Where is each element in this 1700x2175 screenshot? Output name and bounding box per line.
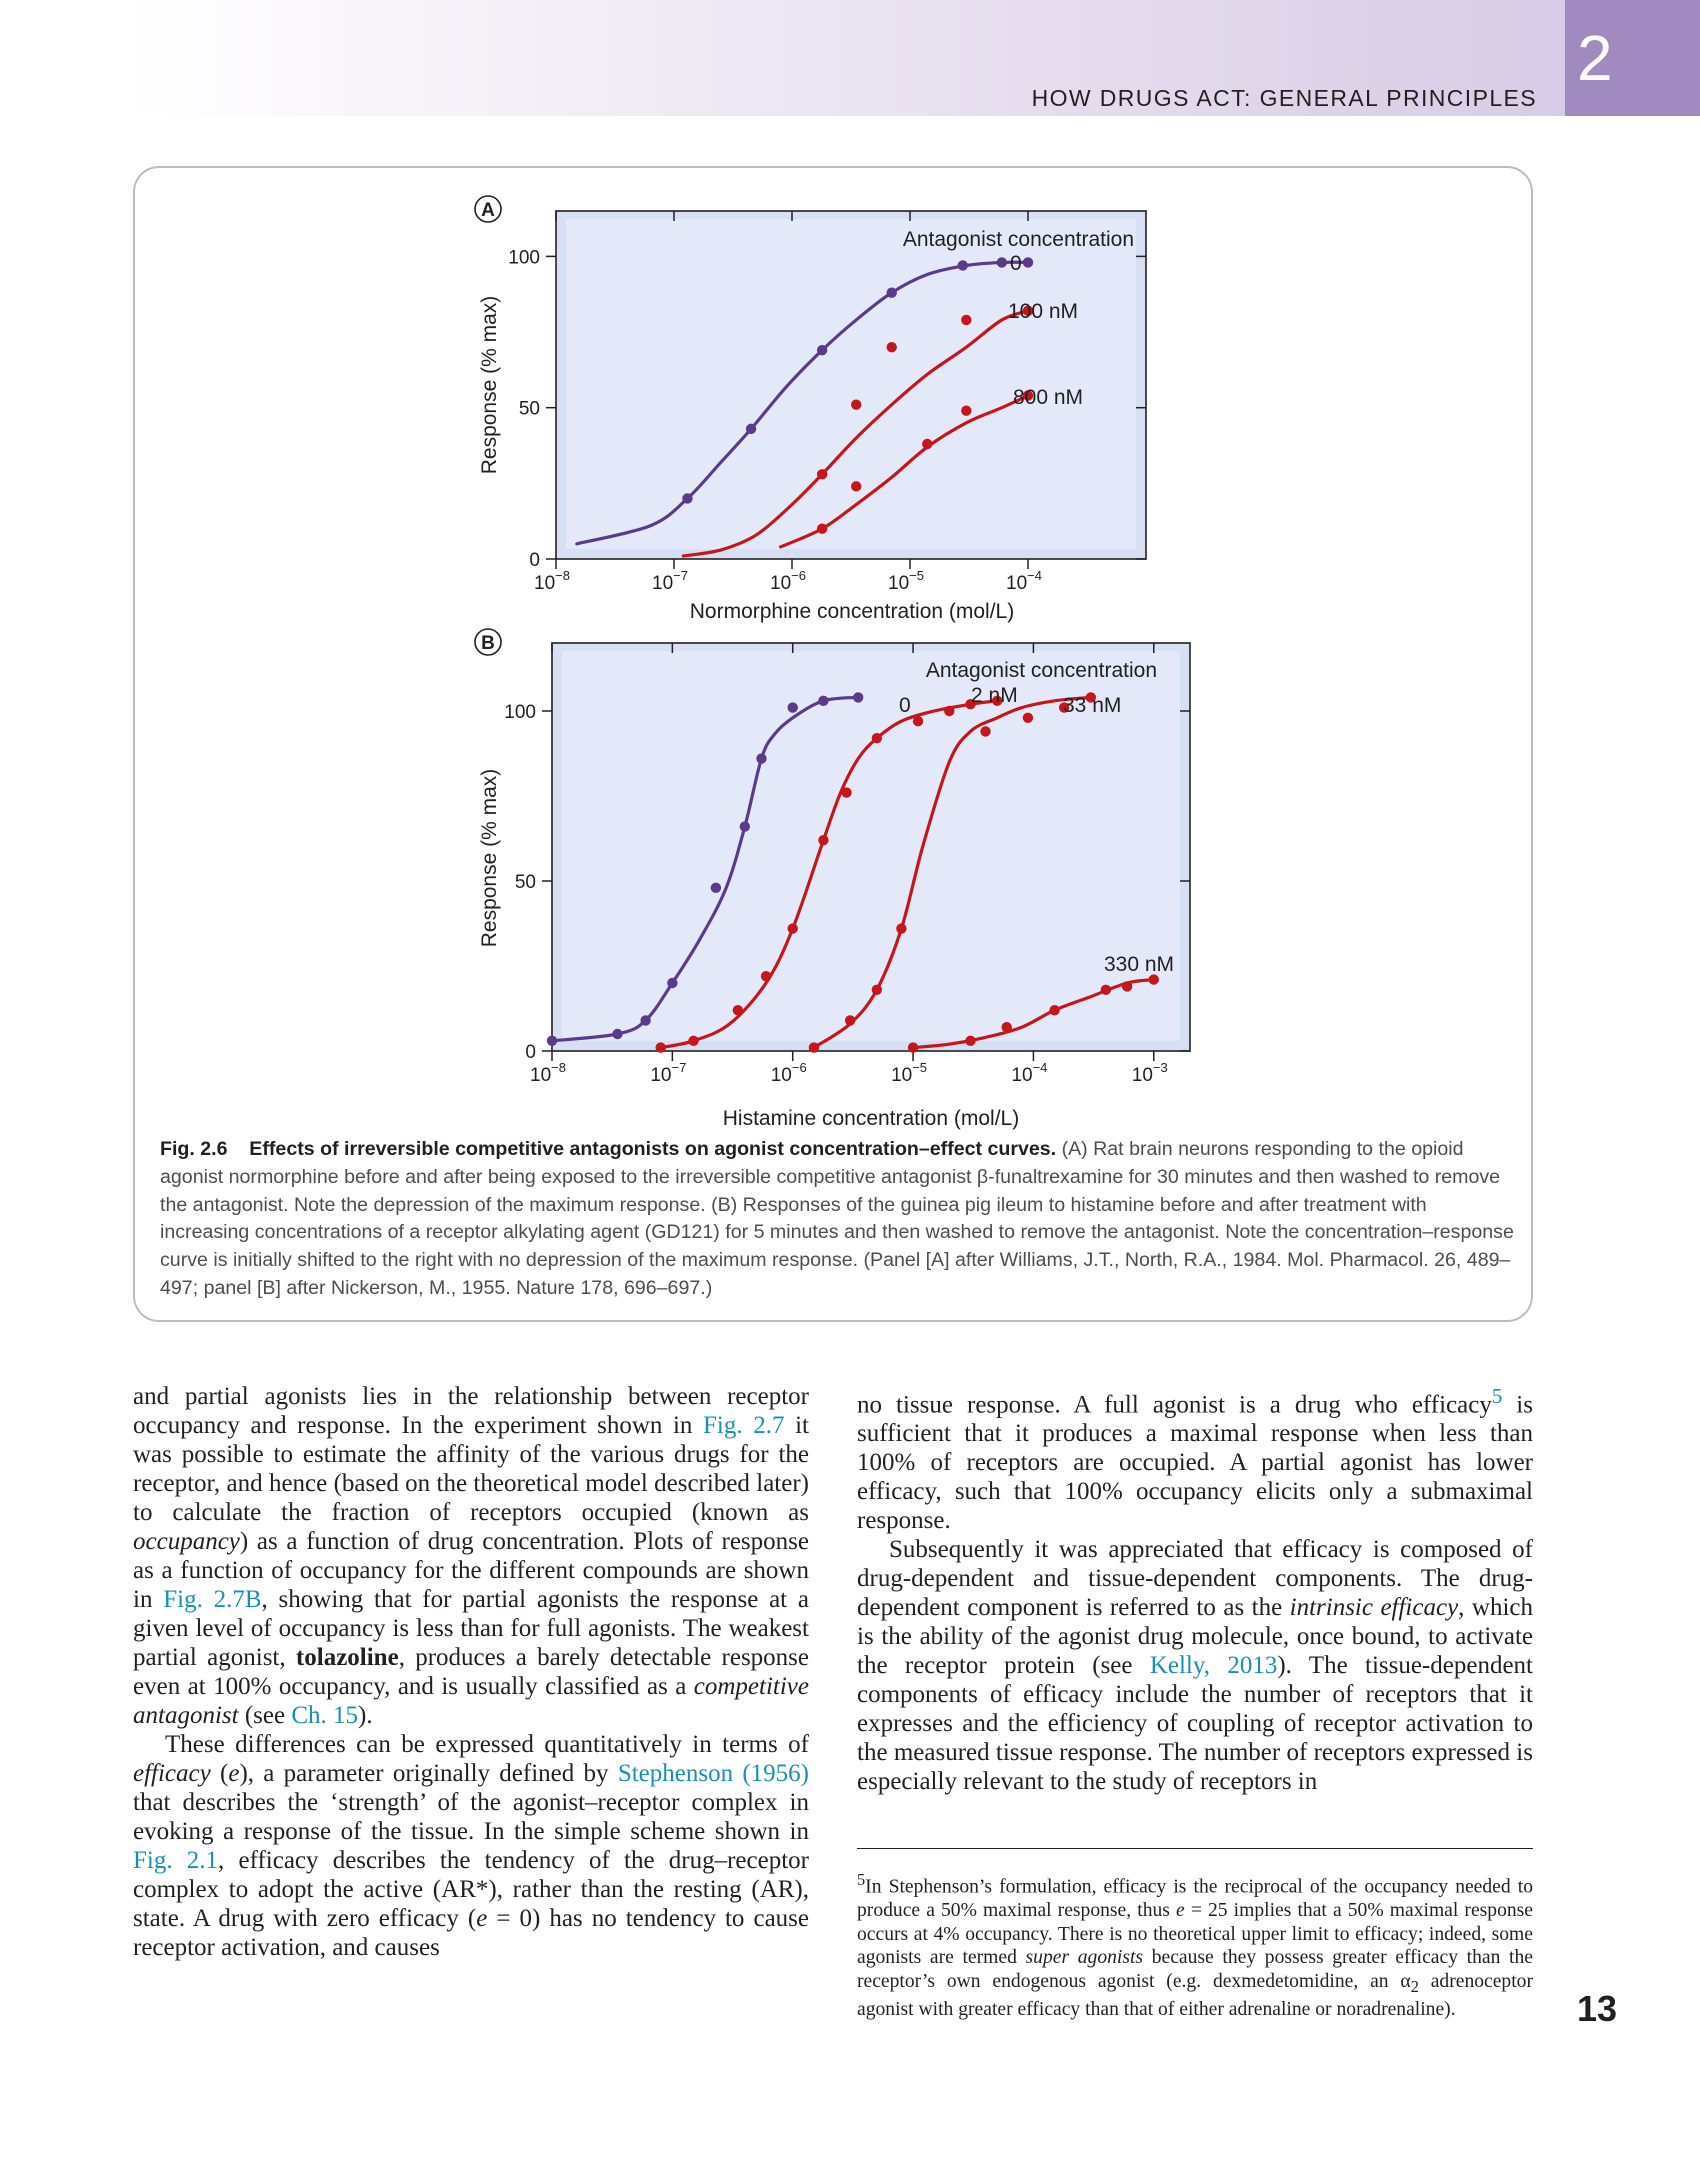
panel-a [475, 196, 1146, 623]
data-point [788, 923, 798, 933]
text-segment: super agonists [1025, 1947, 1144, 1969]
data-point [1122, 981, 1132, 991]
x-tick-label-exponent: −6 [791, 1060, 807, 1075]
data-point [547, 1036, 557, 1046]
data-point [961, 315, 971, 325]
panel-a-legend-title: Antagonist concentration [902, 228, 1134, 251]
data-point [908, 1042, 918, 1052]
data-point [872, 733, 882, 743]
panel-b-legend-title: Antagonist concentration [925, 659, 1157, 682]
text-segment: ), a parameter originally defined by [239, 1760, 618, 1787]
text-segment: = 0) has no tendency to cause receptor activation, and causes [133, 1905, 809, 1961]
data-point [817, 524, 827, 534]
x-tick-label-exponent: −3 [1152, 1060, 1168, 1075]
cross-reference-link[interactable]: Stephenson (1956) [617, 1760, 809, 1787]
text-segment: is sufficient that it produces a maximal response when less than 100% of receptors are occupied. A partial agonist has lower efficacy, such that 100% occupancy elicits only a submaximal response. [857, 1391, 1533, 1535]
data-point [980, 726, 990, 736]
x-tick-label-base: 10 [652, 573, 674, 594]
data-point [740, 821, 750, 831]
x-tick-label-exponent: −5 [909, 568, 924, 583]
data-point [853, 692, 863, 702]
text-segment: , showing that for partial agonists the response at a given level of occupancy is less than for full agonists. The weakest partial agonist, [133, 1586, 809, 1671]
data-point [1023, 713, 1033, 723]
text-segment: adrenoceptor agonist with greater efficacy than that of either adrenaline or noradrenaline). [857, 1970, 1533, 2021]
series-label: 33 nM [1063, 694, 1122, 717]
text-segment: = 25 implies that a 50% maximal response occurs at 4% occupancy. There is no theoretical upper limit to efficacy; indeed, some agonists are termed [857, 1900, 1533, 1969]
left-column [133, 1382, 809, 1962]
footnote-marker[interactable]: 5 [1491, 1384, 1503, 1408]
data-point [682, 493, 692, 503]
data-point [887, 342, 897, 352]
x-tick-label [888, 568, 924, 594]
text-segment: tolazoline [295, 1644, 399, 1671]
text-segment: , which is the ability of the agonist drug molecule, once bound, to activate the receptor protein (see [857, 1594, 1533, 1680]
data-point [887, 288, 897, 298]
x-tick-label [771, 1060, 807, 1086]
panel-a-ylabel: Response (% max) [478, 295, 501, 475]
data-point [818, 696, 828, 706]
text-segment: efficacy [133, 1760, 211, 1787]
x-tick-label-exponent: −7 [673, 568, 688, 583]
x-tick-label [1011, 1060, 1047, 1086]
text-segment: In Stephenson’s formulation, efficacy is the reciprocal of the occupancy needed to produce a 50% maximal response, thus [857, 1876, 1533, 1922]
series-label: 100 nM [1008, 300, 1079, 323]
text-segment: ) as a function of drug concentration. Plots of response as a function of occupancy for the different compounds are shown in [133, 1528, 809, 1613]
data-point [761, 971, 771, 981]
x-tick-label [891, 1060, 927, 1086]
data-point [612, 1029, 622, 1039]
data-point [655, 1042, 665, 1052]
series-label: 0 [1010, 252, 1022, 275]
footnote-rule [857, 1848, 1533, 1849]
data-point [817, 345, 827, 355]
data-point [913, 716, 923, 726]
y-tick-label: 100 [504, 702, 536, 723]
x-tick-label-base: 10 [891, 1065, 913, 1086]
data-point [711, 883, 721, 893]
data-point [1101, 985, 1111, 995]
cross-reference-link[interactable]: Fig. 2.7 [703, 1412, 785, 1439]
text-segment: ). [358, 1702, 373, 1729]
data-point [688, 1036, 698, 1046]
text-segment: Subsequently it was appreciated that efficacy is composed of drug-dependent and tissue-dependent components. The drug-dependent component is referred to as the [857, 1536, 1533, 1622]
text-segment: no tissue response. A full agonist is a drug who efficacy [857, 1391, 1492, 1419]
cross-reference-link[interactable]: Fig. 2.7B [163, 1586, 262, 1613]
data-point [1002, 1022, 1012, 1032]
x-tick-label-base: 10 [770, 1065, 792, 1086]
data-point [817, 469, 827, 479]
figure-caption [160, 1136, 1515, 1303]
text-segment: competitive antagonist [133, 1673, 809, 1729]
panel-b [475, 629, 1190, 1130]
data-point [733, 1005, 743, 1015]
text-segment: it was possible to estimate the affinity of the various drugs for the receptor, and hence (based on the theoretical model described later) to calculate the fraction of receptors occupied (known as [133, 1412, 809, 1526]
panel-a-xlabel: Normorphine concentration (mol/L) [689, 600, 1015, 623]
data-point [841, 787, 851, 797]
data-point [851, 481, 861, 491]
y-tick-label: 50 [514, 872, 536, 893]
text-segment: intrinsic efficacy [1289, 1594, 1459, 1622]
running-title: HOW DRUGS ACT: GENERAL PRINCIPLES [1031, 85, 1537, 111]
data-point [756, 753, 766, 763]
x-tick-label [770, 568, 806, 594]
cross-reference-link[interactable]: Kelly, 2013 [1149, 1652, 1278, 1680]
panel-b-ylabel: Response (% max) [478, 768, 501, 948]
data-point [1023, 257, 1033, 267]
text-segment: 5 [857, 1870, 866, 1889]
y-tick-label: 0 [525, 1042, 536, 1063]
y-tick-label: 100 [508, 247, 540, 269]
data-point [896, 923, 906, 933]
data-point [922, 439, 932, 449]
cross-reference-link[interactable]: Ch. 15 [291, 1702, 359, 1729]
panel-b-badge-label: B [481, 633, 495, 654]
x-tick-label-exponent: −8 [551, 1060, 566, 1075]
x-tick-label-exponent: −8 [555, 568, 570, 583]
data-point [1049, 1005, 1059, 1015]
x-tick-label-base: 10 [888, 573, 910, 594]
panel-a-badge-label: A [481, 200, 495, 221]
x-tick-label [650, 1060, 686, 1086]
x-tick-label [1132, 1060, 1168, 1086]
text-segment: ( [210, 1760, 229, 1787]
x-tick-label-exponent: −5 [912, 1060, 928, 1075]
data-point [997, 257, 1007, 267]
text-segment: e [476, 1905, 488, 1932]
caption-label: Fig. 2.6 [160, 1138, 228, 1160]
data-point [958, 260, 968, 270]
y-tick-label: 0 [529, 550, 540, 571]
caption-text: (A) Rat brain neurons responding to the opioid agonist normorphine before and after being exposed to the irreversible competitive antagonist β-funaltrexamine for 30 minutes and then washed to remove the antagonist. Note the depression of the maximum response. (B) Responses of the guinea pig ileum to histamine before and after treatment with increasing concentrations of a receptor alkylating agent (GD121) for 5 minutes and then washed to remove the antagonist. Note the concentration–response curve is initially shifted to the right with no depression of the maximum response. (Panel [A] after Williams, J.T., North, R.A., 1984. Mol. Pharmacol. 26, 489–497; panel [B] after Nickerson, M., 1955. Nature 178, 696–697.) [160, 1138, 1514, 1299]
footnote [857, 1868, 1533, 2022]
paragraph [133, 1730, 809, 1962]
text-segment: These differences can be expressed quantitatively in terms of [165, 1731, 809, 1758]
x-tick-label-base: 10 [1006, 573, 1028, 594]
text-segment: , produces a barely detectable response even at 100% occupancy, and is usually classified as a [133, 1644, 809, 1700]
text-segment: because they possess greater efficacy than the receptor’s own endogenous agonist (e.g. dexmedetomidine, an α [857, 1947, 1533, 1992]
x-tick-label-base: 10 [770, 573, 792, 594]
x-tick-label [652, 568, 688, 594]
x-tick-label [530, 1060, 566, 1086]
right-column [857, 1382, 1533, 1796]
paragraph [857, 1382, 1533, 1535]
paragraph [857, 1535, 1533, 1796]
x-tick-label-exponent: −7 [671, 1060, 687, 1075]
series-label: 800 nM [1013, 386, 1084, 409]
data-point [667, 978, 677, 988]
caption-title: Effects of irreversible competitive antagonists on agonist concentration–effect curves. [249, 1138, 1057, 1160]
text-segment: and partial agonists lies in the relationship between receptor occupancy and response. In the experiment shown in [133, 1383, 809, 1439]
chapter-number: 2 [1565, 0, 1700, 116]
series-label: 2 nM [971, 684, 1018, 707]
text-segment: e [1176, 1900, 1185, 1922]
x-tick-label-base: 10 [534, 573, 556, 594]
text-segment: 2 [1410, 1976, 1419, 1996]
x-tick-label [1006, 568, 1042, 594]
panel-a-inner-area [566, 219, 1136, 549]
text-segment: e [228, 1760, 240, 1787]
x-tick-label-base: 10 [650, 1065, 672, 1086]
cross-reference-link[interactable]: Fig. 2.1 [133, 1847, 219, 1874]
text-segment: (see [238, 1702, 292, 1729]
data-point [872, 985, 882, 995]
page-number: 13 [1577, 1988, 1618, 2029]
data-point [944, 706, 954, 716]
x-tick-label [534, 568, 570, 594]
data-point [746, 424, 756, 434]
data-point [845, 1015, 855, 1025]
panel-b-xlabel: Histamine concentration (mol/L) [722, 1107, 1020, 1130]
paragraph [133, 1382, 809, 1730]
text-segment: ). The tissue-dependent components of efficacy include the number of receptors that it expresses and the efficiency of coupling of receptor activation to the measured tissue response. The number of receptors expressed is especially relevant to the study of receptors in [857, 1652, 1534, 1796]
text-segment: that describes the ‘strength’ of the agonist–receptor complex in evoking a response of the tissue. In the simple scheme shown in [133, 1789, 809, 1845]
data-point [788, 702, 798, 712]
x-tick-label-exponent: −4 [1032, 1060, 1048, 1075]
series-label: 330 nM [1104, 953, 1175, 976]
x-tick-label-exponent: −6 [791, 568, 806, 583]
series-label: 0 [899, 694, 911, 717]
data-point [961, 406, 971, 416]
x-tick-label-base: 10 [1011, 1065, 1033, 1086]
data-point [965, 1036, 975, 1046]
x-tick-label-base: 10 [1131, 1065, 1153, 1086]
data-point [640, 1015, 650, 1025]
y-tick-label: 50 [518, 398, 540, 420]
text-segment: occupancy [133, 1528, 240, 1555]
data-point [809, 1042, 819, 1052]
data-point [818, 835, 828, 845]
text-segment: , efficacy describes the tendency of the drug–receptor complex to adopt the active (AR*), rather than the resting (AR), state. A drug with zero efficacy ( [133, 1847, 809, 1932]
x-tick-label-exponent: −4 [1027, 568, 1042, 583]
x-tick-label-base: 10 [530, 1065, 552, 1086]
data-point [851, 399, 861, 409]
